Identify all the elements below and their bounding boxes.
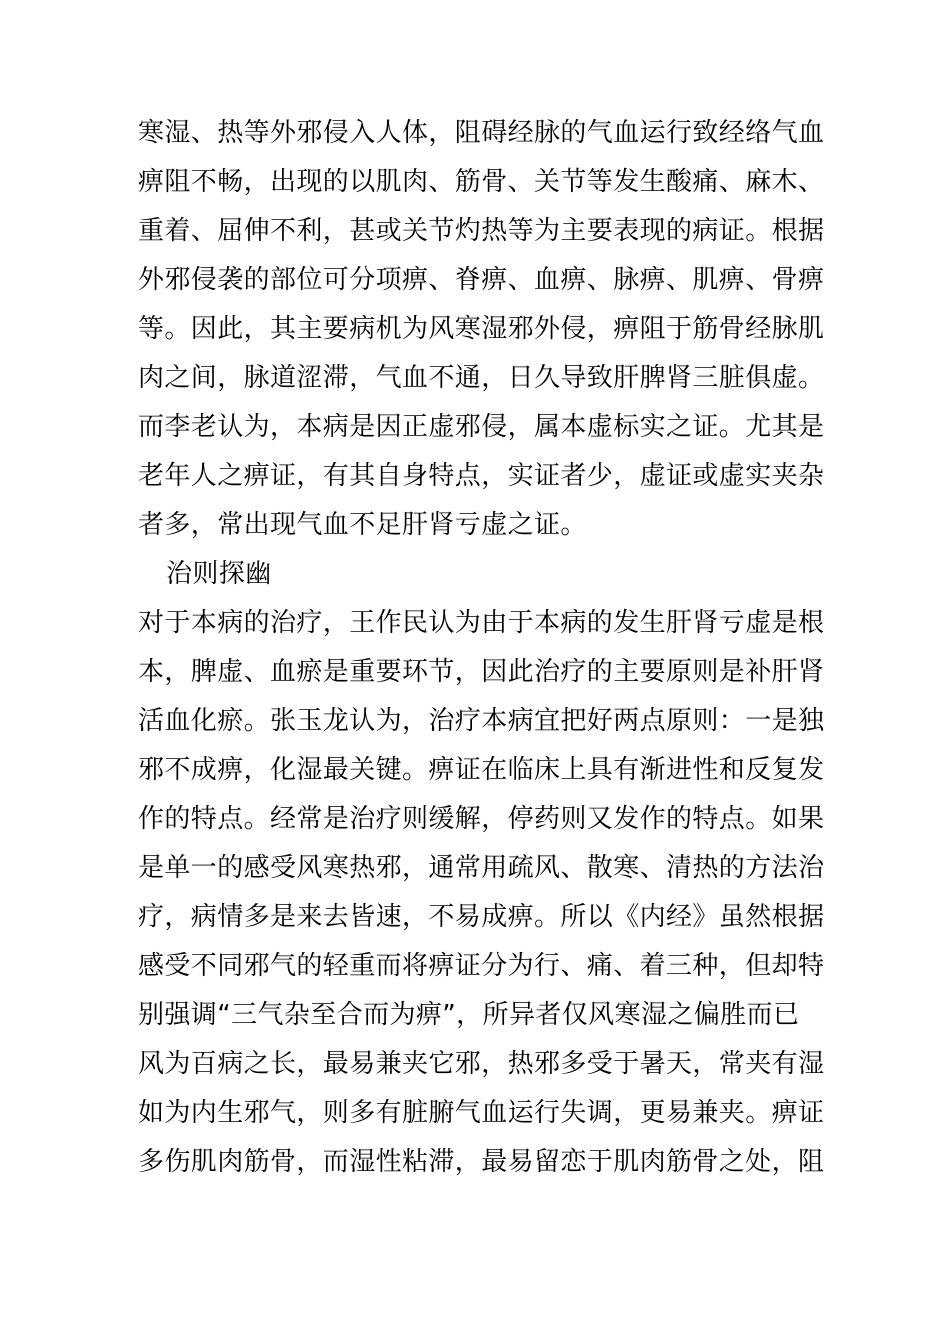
text-line: 多伤肌肉筋骨，而湿性粘滞，最易留恋于肌肉筋骨之处，阻 <box>138 1147 825 1177</box>
text-line: 者多，常出现气血不足肝肾亏虚之证。 <box>138 510 587 540</box>
text-line: 寒湿、热等外邪侵入人体，阻碍经脉的气血运行致经络气血 <box>138 118 825 148</box>
text-line: 别强调“三气杂至合而为痹”，所异者仅风寒湿之偏胜而已 <box>138 1000 800 1030</box>
text-line: 疗，病情多是来去皆速，不易成痹。所以《内经》虽然根据 <box>138 902 825 932</box>
text-line: 风为百病之长，最易兼夹它邪，热邪多受于暑天，常夹有湿 <box>138 1049 825 1079</box>
text-line: 邪不成痹，化湿最关键。痹证在临床上具有渐进性和反复发 <box>138 755 825 785</box>
text-line: 感受不同邪气的轻重而将痹证分为行、痛、着三种，但却特 <box>138 951 825 981</box>
text-line: 肉之间，脉道涩滞，气血不通，日久导致肝脾肾三脏俱虚。 <box>138 363 825 393</box>
text-line: 重着、屈伸不利，甚或关节灼热等为主要表现的病证。根据 <box>138 216 825 246</box>
text-line: 作的特点。经常是治疗则缓解，停药则又发作的特点。如果 <box>138 804 825 834</box>
text-line: 如为内生邪气，则多有脏腑气血运行失调，更易兼夹。痹证 <box>138 1098 825 1128</box>
text-line: 本，脾虚、血瘀是重要环节，因此治疗的主要原则是补肝肾 <box>138 657 825 687</box>
text-line: 外邪侵袭的部位可分项痹、脊痹、血痹、脉痹、肌痹、骨痹 <box>138 265 825 295</box>
text-line: 是单一的感受风寒热邪，通常用疏风、散寒、清热的方法治 <box>138 853 825 883</box>
text-line: 活血化瘀。张玉龙认为，治疗本病宜把好两点原则：一是独 <box>138 706 825 736</box>
text-line: 对于本病的治疗，王作民认为由于本病的发生肝肾亏虚是根 <box>138 608 825 638</box>
text-line: 痹阻不畅，出现的以肌肉、筋骨、关节等发生酸痛、麻木、 <box>138 167 825 197</box>
text-line: 等。因此，其主要病机为风寒湿邪外侵，痹阻于筋骨经脉肌 <box>138 314 825 344</box>
text-line: 老年人之痹证，有其自身特点，实证者少，虚证或虚实夹杂 <box>138 461 825 491</box>
text-line: 而李老认为，本病是因正虚邪侵，属本虚标实之证。尤其是 <box>138 412 825 442</box>
section-heading: 治则探幽 <box>166 559 272 589</box>
